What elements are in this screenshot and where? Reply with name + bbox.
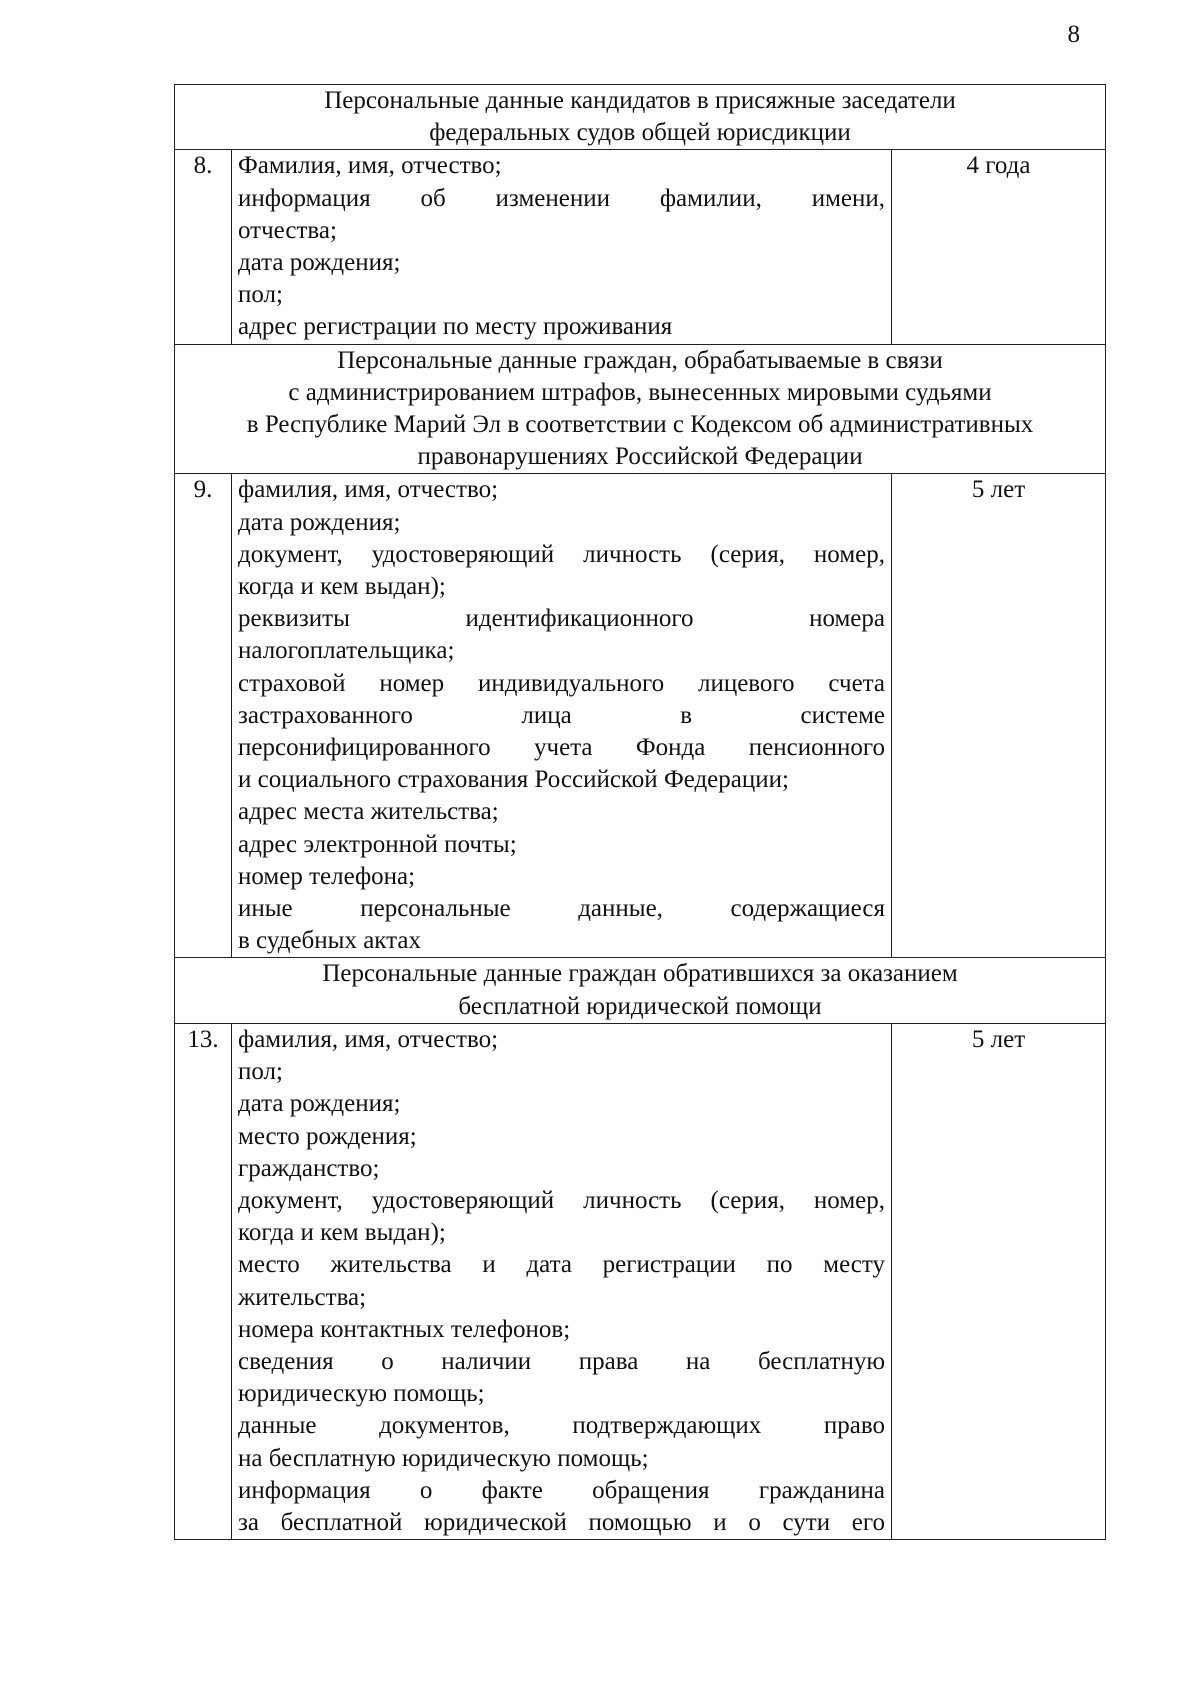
row-number: 8. — [175, 150, 232, 344]
table-row — [175, 1023, 1106, 1539]
list-item: адрес места жительства; — [238, 798, 499, 826]
list-item: когда и кем выдан); — [238, 573, 446, 601]
list-item: номера контактных телефонов; — [238, 1315, 571, 1343]
personal-data-table — [174, 84, 1106, 1540]
list-item: информация об изменении фамилии, имени, — [238, 184, 885, 212]
list-item: фамилия, имя, отчество; — [238, 1025, 499, 1053]
list-item: документ, удостоверяющий личность (серия, номер, — [238, 540, 885, 568]
list-item: сведения о наличии права на бесплатную — [238, 1347, 885, 1375]
list-item: дата рождения; — [238, 249, 401, 277]
list-item: и социального страхования Российской Федерации; — [238, 766, 789, 794]
list-item: налогоплательщика; — [238, 637, 455, 665]
table-row — [175, 474, 1106, 958]
list-item: когда и кем выдан); — [238, 1219, 446, 1247]
section-header-line: правонарушениях Российской Федерации — [417, 443, 863, 471]
row-number: 9. — [175, 474, 232, 958]
list-item: пол; — [238, 281, 283, 309]
section-header — [175, 344, 1106, 474]
table-row — [175, 150, 1106, 344]
list-item: на бесплатную юридическую помощь; — [238, 1444, 649, 1472]
section-header — [175, 85, 1106, 150]
list-item: отчества; — [238, 216, 337, 244]
list-item: место жительства и дата регистрации по месту — [238, 1251, 885, 1279]
section-header-line: федеральных судов общей юрисдикции — [429, 119, 851, 147]
retention-term: 5 лет — [892, 474, 1106, 958]
section-header-line: в Республике Марий Эл в соответствии с Кодексом об административных — [246, 411, 1034, 439]
data-list-cell — [232, 150, 892, 344]
list-item: персонифицированного учета Фонда пенсионного — [238, 734, 885, 762]
section-header-line: Персональные данные кандидатов в присяжные заседатели — [324, 87, 956, 114]
list-item: иные персональные данные, содержащиеся — [238, 895, 885, 923]
section-header — [175, 958, 1106, 1023]
section-header-line: бесплатной юридической помощи — [458, 992, 822, 1020]
row-number: 13. — [175, 1023, 232, 1539]
section-header-row — [175, 85, 1106, 150]
list-item: место рождения; — [238, 1122, 417, 1150]
list-item: документ, удостоверяющий личность (серия, номер, — [238, 1186, 885, 1214]
list-item: страховой номер индивидуального лицевого счета — [238, 669, 885, 697]
list-item: Фамилия, имя, отчество; — [238, 152, 502, 180]
section-header-row — [175, 958, 1106, 1023]
list-item: жительства; — [238, 1283, 367, 1311]
list-item: адрес электронной почты; — [238, 830, 517, 858]
retention-term: 4 года — [892, 150, 1106, 344]
list-item: в судебных актах — [238, 927, 421, 955]
section-header-line: с администрированием штрафов, вынесенных мировыми судьями — [288, 378, 992, 406]
list-item: номер телефона; — [238, 862, 416, 890]
list-item: фамилия, имя, отчество; — [238, 476, 499, 504]
list-item: реквизиты идентификационного номера — [238, 605, 885, 633]
list-item: дата рождения; — [238, 1090, 401, 1118]
data-list-cell — [232, 1023, 892, 1539]
list-item: юридическую помощь; — [238, 1380, 485, 1408]
list-item: дата рождения; — [238, 508, 401, 536]
list-item: пол; — [238, 1058, 283, 1086]
section-header-row — [175, 344, 1106, 474]
list-item: гражданство; — [238, 1154, 380, 1182]
section-header-line: Персональные данные граждан обратившихся за оказанием — [322, 960, 958, 988]
list-item: застрахованного лица в системе — [238, 701, 885, 729]
list-item: информация о факте обращения гражданина — [238, 1476, 885, 1504]
page-number: 8 — [1067, 21, 1080, 48]
list-item: адрес регистрации по месту проживания — [238, 313, 673, 341]
list-item: за бесплатной юридической помощью и о сути его — [238, 1508, 885, 1536]
list-item: данные документов, подтверждающих право — [238, 1412, 885, 1440]
retention-term: 5 лет — [892, 1023, 1106, 1539]
section-header-line: Персональные данные граждан, обрабатываемые в связи — [337, 346, 943, 374]
data-list-cell — [232, 474, 892, 958]
